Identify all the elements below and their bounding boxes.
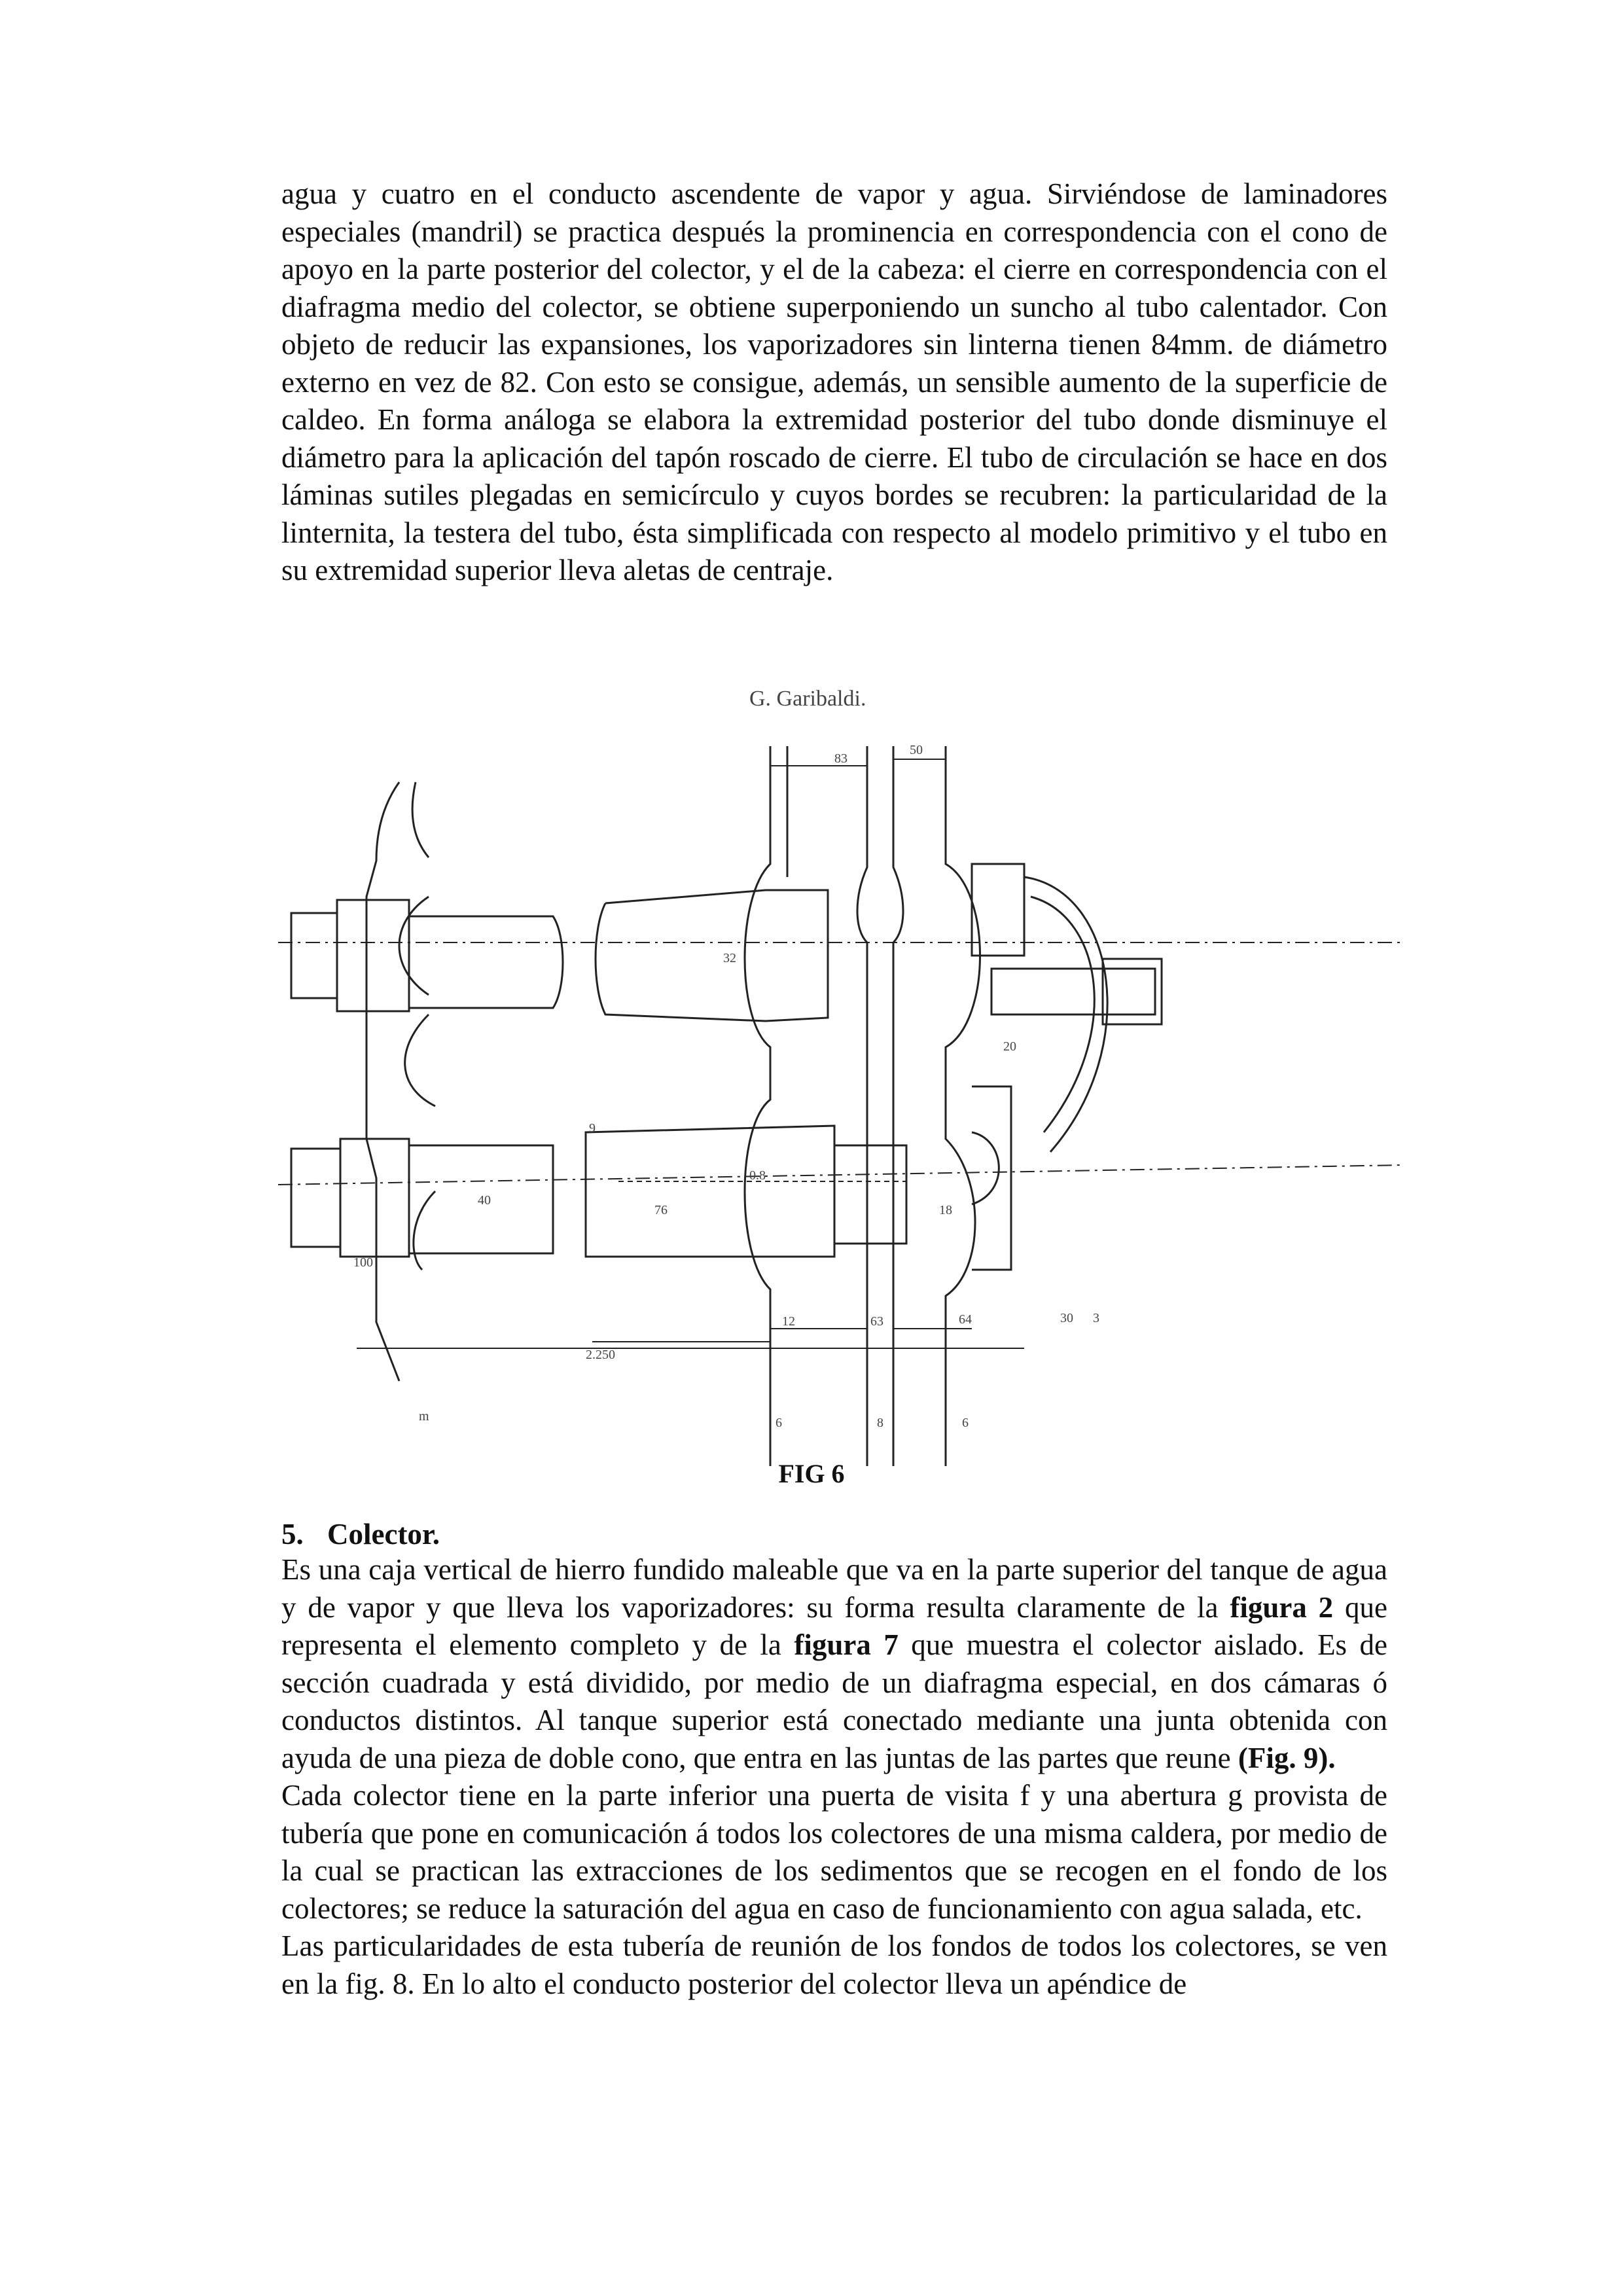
dim-label: 63 <box>870 1314 883 1329</box>
dim-label: 8 <box>877 1416 883 1430</box>
section-body <box>281 1551 1387 2003</box>
section-paragraph-1 <box>281 1551 1387 1777</box>
dim-label: 6 <box>776 1416 782 1430</box>
dim-label: 50 <box>910 743 923 757</box>
figure-author: G. Garibaldi. <box>749 687 866 711</box>
intro-paragraph-block <box>281 175 1387 590</box>
dim-label: 3 <box>1093 1311 1099 1325</box>
section-title: Colector. <box>327 1518 440 1551</box>
dim-label: 83 <box>834 751 847 766</box>
p1-text-c: que muestra el colector aislado. Es de sección cuadrada y está dividido, por medio de un diafragma especial, en dos cámaras ó conductos distintos. Al tanque superior está conectado mediante una junta obtenida con ayuda de una pieza de doble cono, que entra en las juntas de las partes que reune <box>281 1628 1388 1774</box>
section-number: 5. <box>281 1518 304 1551</box>
figure-7-ref: figura 7 <box>794 1628 899 1661</box>
upper-tube-right <box>596 890 828 1021</box>
intro-paragraph: agua y cuatro en el conducto ascendente de vapor y agua. Sirviéndose de laminadores especiales (mandril) se practica después la prominencia en correspondencia con el cono de apoyo en la parte posterior del colector, y el de la cabeza: el cierre en correspondencia con el diafragma medio del colector, se obtiene superponiendo un suncho al tubo calentador. Con objeto de reducir las expansiones, los vaporizadores sin linterna tienen 84mm. de diámetro externo en vez de 82. Con esto se consigue, además, un sensible aumento de la superficie de caldeo. En forma análoga se elabora la extremidad posterior del tubo donde disminuye el diámetro para la aplicación del tapón roscado de cierre. El tubo de circulación se hace en dos láminas sutiles plegadas en semicírculo y cuyos bordes se recubren: la particularidad de la linternita, la testera del tubo, ésta simplificada con respecto al modelo primitivo y el tubo en su extremidad superior lleva aletas de centraje. <box>281 177 1387 586</box>
collector-wall-2 <box>857 746 867 1466</box>
dim-label: 64 <box>959 1312 972 1327</box>
dim-label: 30 <box>1060 1311 1073 1325</box>
p1-text-b: que representa el elemento completo y de la <box>281 1590 1387 1661</box>
upper-tube-left <box>409 916 563 1008</box>
left-header-plate <box>366 782 399 1381</box>
figure-9-ref: (Fig. 9). <box>1238 1741 1336 1774</box>
bolt <box>991 969 1155 1014</box>
technical-drawing <box>278 681 1404 1466</box>
dim-label: 32 <box>723 951 736 965</box>
section-heading <box>281 1517 440 1551</box>
upper-plug <box>291 913 337 998</box>
lower-tube-right <box>586 1126 834 1257</box>
section-paragraph-3: Las particularidades de esta tubería de reunión de los fondos de todos los colectores, se ven en la fig. 8. En lo alto el conducto posterior del colector lleva un apéndice de <box>281 1929 1387 2000</box>
dim-label: 76 <box>654 1203 668 1217</box>
figure-caption: FIG 6 <box>778 1459 845 1488</box>
dim-label: 18 <box>939 1203 952 1217</box>
dim-label: 12 <box>782 1314 795 1329</box>
dim-label: 40 <box>478 1193 491 1208</box>
dim-label: 20 <box>1003 1039 1016 1054</box>
p1-text-a: Es una caja vertical de hierro fundido maleable que va en la parte superior del tanque de agua y de vapor y que lleva los vaporizadores: su forma resulta claramente de la <box>281 1553 1387 1624</box>
lower-plug <box>291 1149 340 1247</box>
collector-wall-1 <box>745 746 770 1466</box>
dim-label: 9 <box>589 1121 596 1136</box>
dim-label: 100 <box>353 1255 373 1270</box>
dim-label: m <box>419 1409 429 1424</box>
collector-wall-3 <box>946 746 980 1466</box>
section-paragraph-2: Cada colector tiene en la parte inferior una puerta de visita f y una abertura g provista de tubería que pone en comunicación á todos los colectores de una misma caldera, por medio de la cual se practican las extracciones de los sedimentos que se recogen en el fondo de los colectores; se reduce la saturación del agua en caso de funcionamiento con agua salada, etc. <box>281 1779 1387 1925</box>
dim-label: 2.250 <box>586 1348 615 1362</box>
figure-2-ref: figura 2 <box>1230 1590 1334 1624</box>
figure-6 <box>278 681 1404 1466</box>
dim-label: 6 <box>962 1416 969 1430</box>
dim-label: 0.8 <box>749 1168 766 1183</box>
